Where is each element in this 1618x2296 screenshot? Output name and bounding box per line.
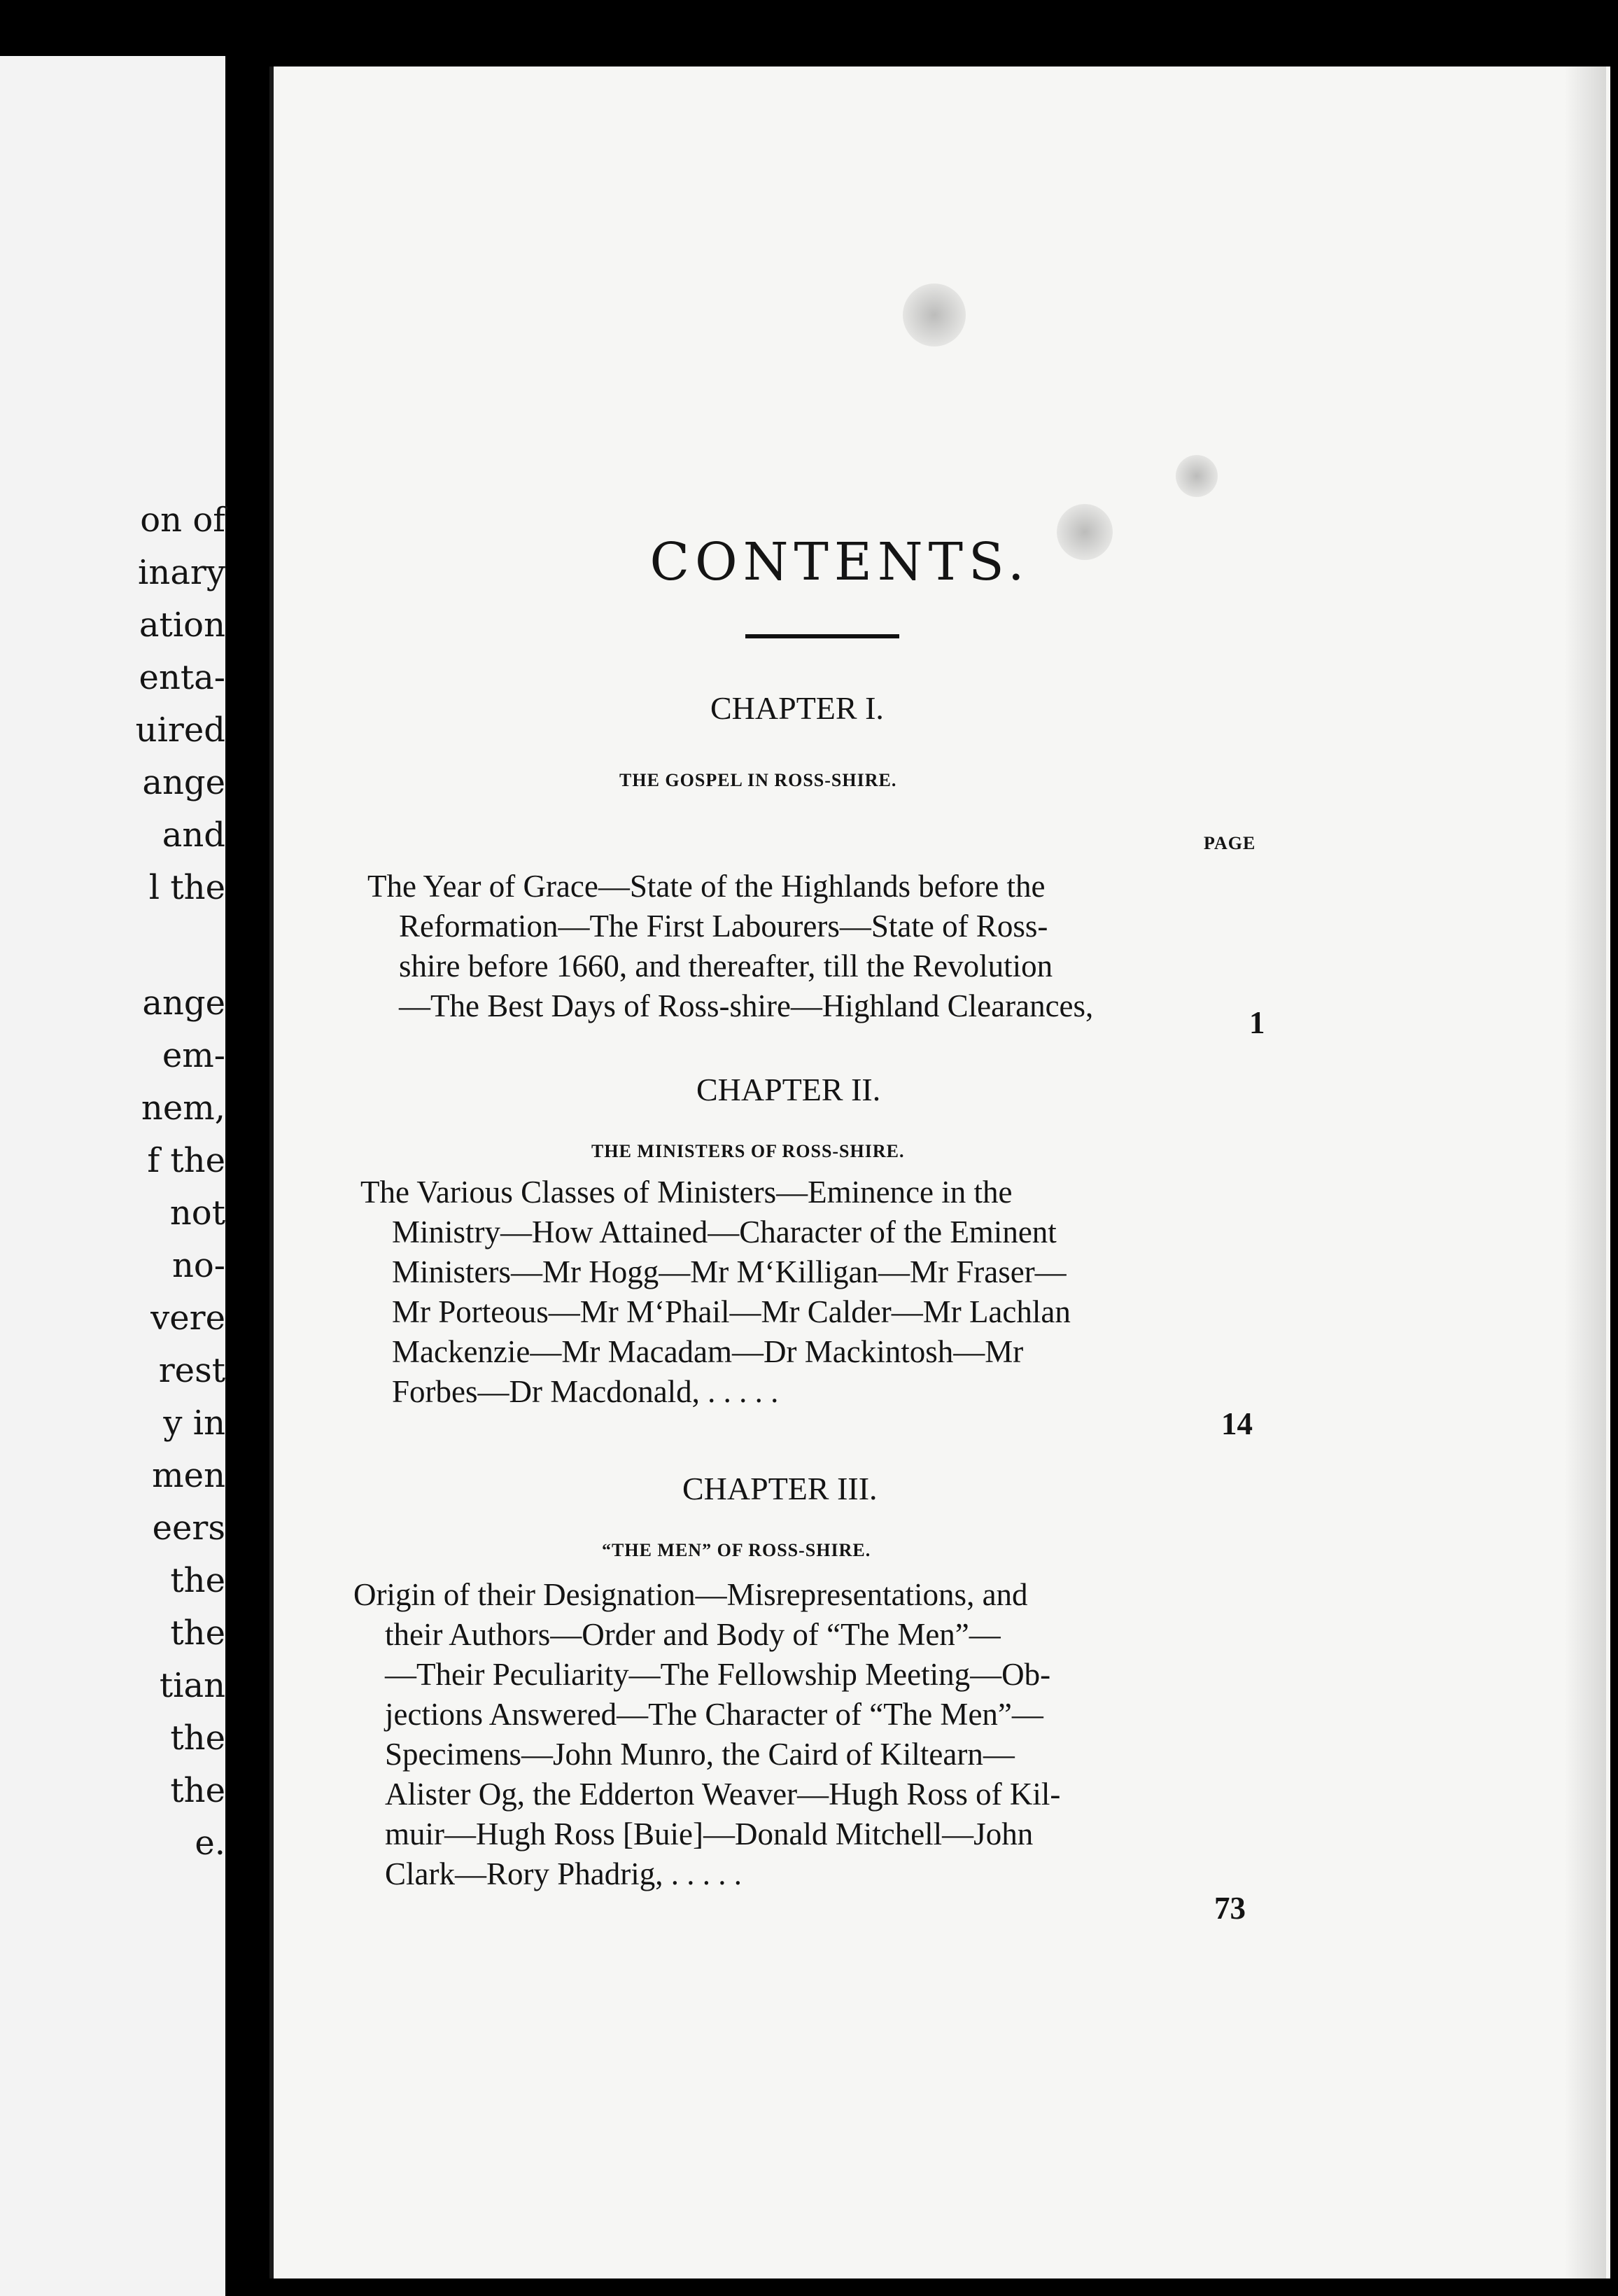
chapter-2-subtitle: THE MINISTERS OF ROSS-SHIRE.	[591, 1141, 905, 1161]
entry-line: Ministry—How Attained—Character of the Eminent	[392, 1214, 1057, 1250]
left-page-line: nem,	[141, 1088, 225, 1128]
entry-line: —Their Peculiarity—The Fellowship Meeting—Ob-	[385, 1657, 1051, 1692]
left-page-line: enta-	[139, 658, 225, 697]
chapter-1-heading: CHAPTER I.	[710, 690, 884, 726]
left-page-line: l the	[148, 868, 225, 907]
entry-line: Clark—Rory Phadrig, . . . . .	[385, 1856, 742, 1891]
chapter-2-entry	[360, 1172, 1071, 1412]
left-page-line: ange	[142, 983, 225, 1023]
chapter-3-page-number: 73	[1214, 1891, 1246, 1926]
chapter-2-heading: CHAPTER II.	[696, 1072, 881, 1107]
left-page-line: the	[170, 1771, 225, 1810]
left-page-line: the	[170, 1718, 225, 1758]
entry-line: Specimens—John Munro, the Caird of Kiltearn—	[385, 1737, 1015, 1772]
left-page-line: men	[152, 1456, 225, 1495]
left-page-line: ange	[142, 763, 225, 802]
entry-line: Alister Og, the Edderton Weaver—Hugh Ross of Kil-	[385, 1777, 1061, 1812]
left-page-line: e.	[195, 1823, 225, 1863]
chapter-1-entry	[367, 867, 1093, 1026]
entry-line: Reformation—The First Labourers—State of Ross-	[399, 909, 1048, 944]
entry-line: jections Answered—The Character of “The Men”—	[385, 1697, 1043, 1732]
ink-smudge	[1057, 504, 1113, 560]
left-page-line: on of	[140, 500, 225, 540]
entry-line: Mackenzie—Mr Macadam—Dr Mackintosh—Mr	[392, 1334, 1024, 1369]
entry-line: The Year of Grace—State of the Highlands before the	[367, 869, 1046, 904]
entry-line: Forbes—Dr Macdonald, . . . . .	[392, 1374, 779, 1409]
left-page-line: f the	[147, 1141, 225, 1180]
entry-line: Origin of their Designation—Misrepresentations, and	[353, 1577, 1028, 1612]
left-page-line: em-	[162, 1036, 225, 1075]
ink-smudge	[903, 284, 966, 346]
contents-title: CONTENTS.	[649, 532, 1030, 592]
left-page-line: vere	[150, 1298, 225, 1338]
left-page-line: rest	[158, 1351, 225, 1390]
left-page-line: eers	[152, 1508, 225, 1548]
left-page-line: and	[162, 816, 225, 855]
page-gutter	[227, 42, 243, 2296]
chapter-3-subtitle: “THE MEN” OF ROSS-SHIRE.	[602, 1540, 871, 1560]
left-page-line: no-	[171, 1246, 225, 1285]
left-page-line: not	[169, 1194, 225, 1233]
title-rule	[745, 634, 899, 638]
entry-line: Mr Porteous—Mr M‘Phail—Mr Calder—Mr Lachlan	[392, 1294, 1071, 1329]
left-page-line: tian	[159, 1666, 225, 1705]
chapter-2-page-number: 14	[1221, 1406, 1253, 1441]
left-page-line: the	[170, 1614, 225, 1653]
entry-line: —The Best Days of Ross-shire—Highland Clearances,	[399, 988, 1094, 1023]
entry-line: shire before 1660, and thereafter, till the Revolution	[399, 948, 1053, 983]
ink-smudge	[1176, 455, 1218, 497]
entry-line: muir—Hugh Ross [Buie]—Donald Mitchell—John	[385, 1816, 1034, 1851]
chapter-3-entry	[353, 1575, 1060, 1894]
chapter-1-subtitle: THE GOSPEL IN ROSS-SHIRE.	[619, 770, 897, 790]
entry-line: their Authors—Order and Body of “The Men”—	[385, 1617, 1001, 1652]
page-column-label: PAGE	[1204, 833, 1256, 853]
chapter-3-heading: CHAPTER III.	[682, 1471, 878, 1506]
left-page-line: ation	[139, 606, 225, 645]
left-page-line: inary	[138, 553, 225, 592]
chapter-1-page-number: 1	[1249, 1005, 1265, 1040]
left-page-line: y in	[163, 1404, 225, 1443]
left-page	[0, 56, 230, 2296]
entry-line: The Various Classes of Ministers—Eminence in the	[360, 1175, 1013, 1210]
entry-line: Ministers—Mr Hogg—Mr M‘Killigan—Mr Fraser—	[392, 1254, 1067, 1289]
left-page-line: uired	[135, 710, 225, 750]
page-edge-shadow	[1564, 66, 1606, 2278]
left-page-line: the	[170, 1561, 225, 1600]
